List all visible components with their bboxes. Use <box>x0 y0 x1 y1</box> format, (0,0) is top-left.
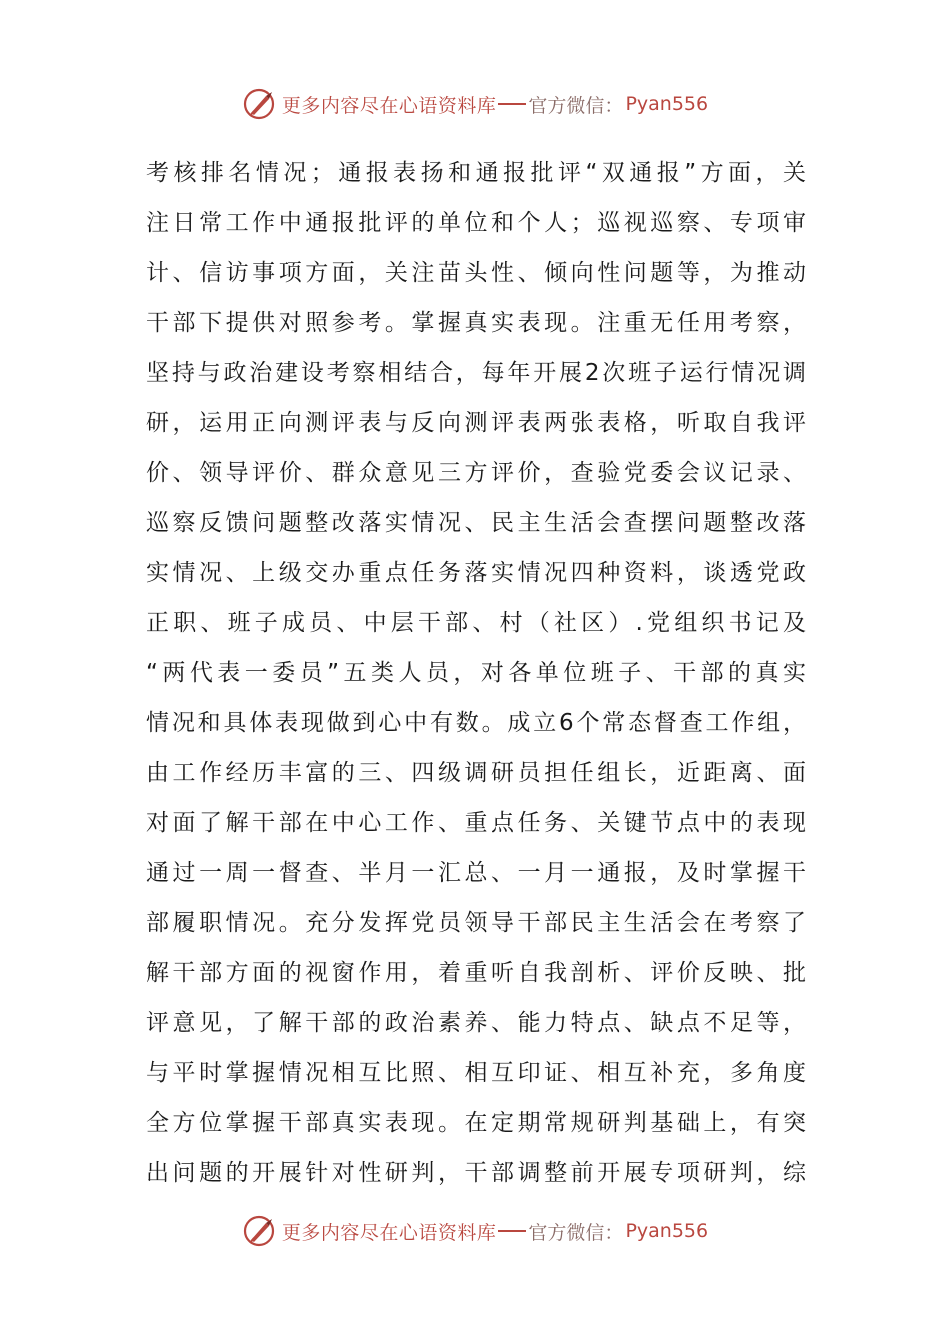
text-line: 通过一周一督查、半月一汇总、一月一通报，及时掌握干 <box>146 860 806 886</box>
text-line: 研，运用正向测评表与反向测评表两张表格，听取自我评 <box>146 410 806 436</box>
header-watermark <box>0 84 950 124</box>
watermark-wechat-label: 官方微信： <box>528 1221 624 1244</box>
watermark-dash <box>498 103 526 105</box>
text-line: 坚持与政治建设考察相结合，每年开展2次班子运行情况调 <box>146 360 806 386</box>
text-line: 与平时掌握情况相互比照、相互印证、相互补充，多角度 <box>146 1060 806 1086</box>
watermark-wechat-label: 官方微信： <box>528 94 624 117</box>
text-line: 正职、班子成员、中层干部、村（社区）.党组织书记及 <box>146 610 806 636</box>
text-line: 计、信访事项方面，关注苗头性、倾向性问题等，为推动 <box>146 260 806 286</box>
text-line: 巡察反馈问题整改落实情况、民主生活会查摆问题整改落 <box>146 510 806 536</box>
watermark-main-text: 更多内容尽在心语资料库 <box>281 94 497 117</box>
text-line: 解干部方面的视窗作用，着重听自我剖析、评价反映、批 <box>146 960 806 986</box>
text-line: 出问题的开展针对性研判，干部调整前开展专项研判，综 <box>146 1160 806 1186</box>
text-line: 评意见，了解干部的政治素养、能力特点、缺点不足等， <box>146 1010 806 1036</box>
footer-watermark <box>0 1211 950 1251</box>
watermark-main-text: 更多内容尽在心语资料库 <box>281 1221 497 1244</box>
text-line: “两代表一委员”五类人员，对各单位班子、干部的真实 <box>146 660 806 686</box>
text-line: 干部下提供对照参考。掌握真实表现。注重无任用考察， <box>146 310 806 336</box>
text-line: 对面了解干部在中心工作、重点任务、关键节点中的表现 <box>146 810 806 836</box>
text-line: 考核排名情况；通报表扬和通报批评“双通报”方面，关 <box>146 160 806 186</box>
watermark-dash <box>498 1230 526 1232</box>
quill-logo-icon <box>242 1214 276 1248</box>
text-line: 部履职情况。充分发挥党员领导干部民主生活会在考察了 <box>146 910 806 936</box>
text-line: 由工作经历丰富的三、四级调研员担任组长，近距离、面 <box>146 760 806 786</box>
document-body <box>146 148 806 1198</box>
text-line: 全方位掌握干部真实表现。在定期常规研判基础上，有突 <box>146 1110 806 1136</box>
text-line: 实情况、上级交办重点任务落实情况四种资料，谈透党政 <box>146 560 806 586</box>
text-line: 注日常工作中通报批评的单位和个人；巡视巡察、专项审 <box>146 210 806 236</box>
watermark-wechat-id: Pyan556 <box>625 93 709 115</box>
watermark-wechat-id: Pyan556 <box>625 1220 709 1242</box>
text-line: 情况和具体表现做到心中有数。成立6个常态督查工作组， <box>146 710 806 736</box>
quill-logo-icon <box>242 87 276 121</box>
text-line: 价、领导评价、群众意见三方评价，查验党委会议记录、 <box>146 460 806 486</box>
